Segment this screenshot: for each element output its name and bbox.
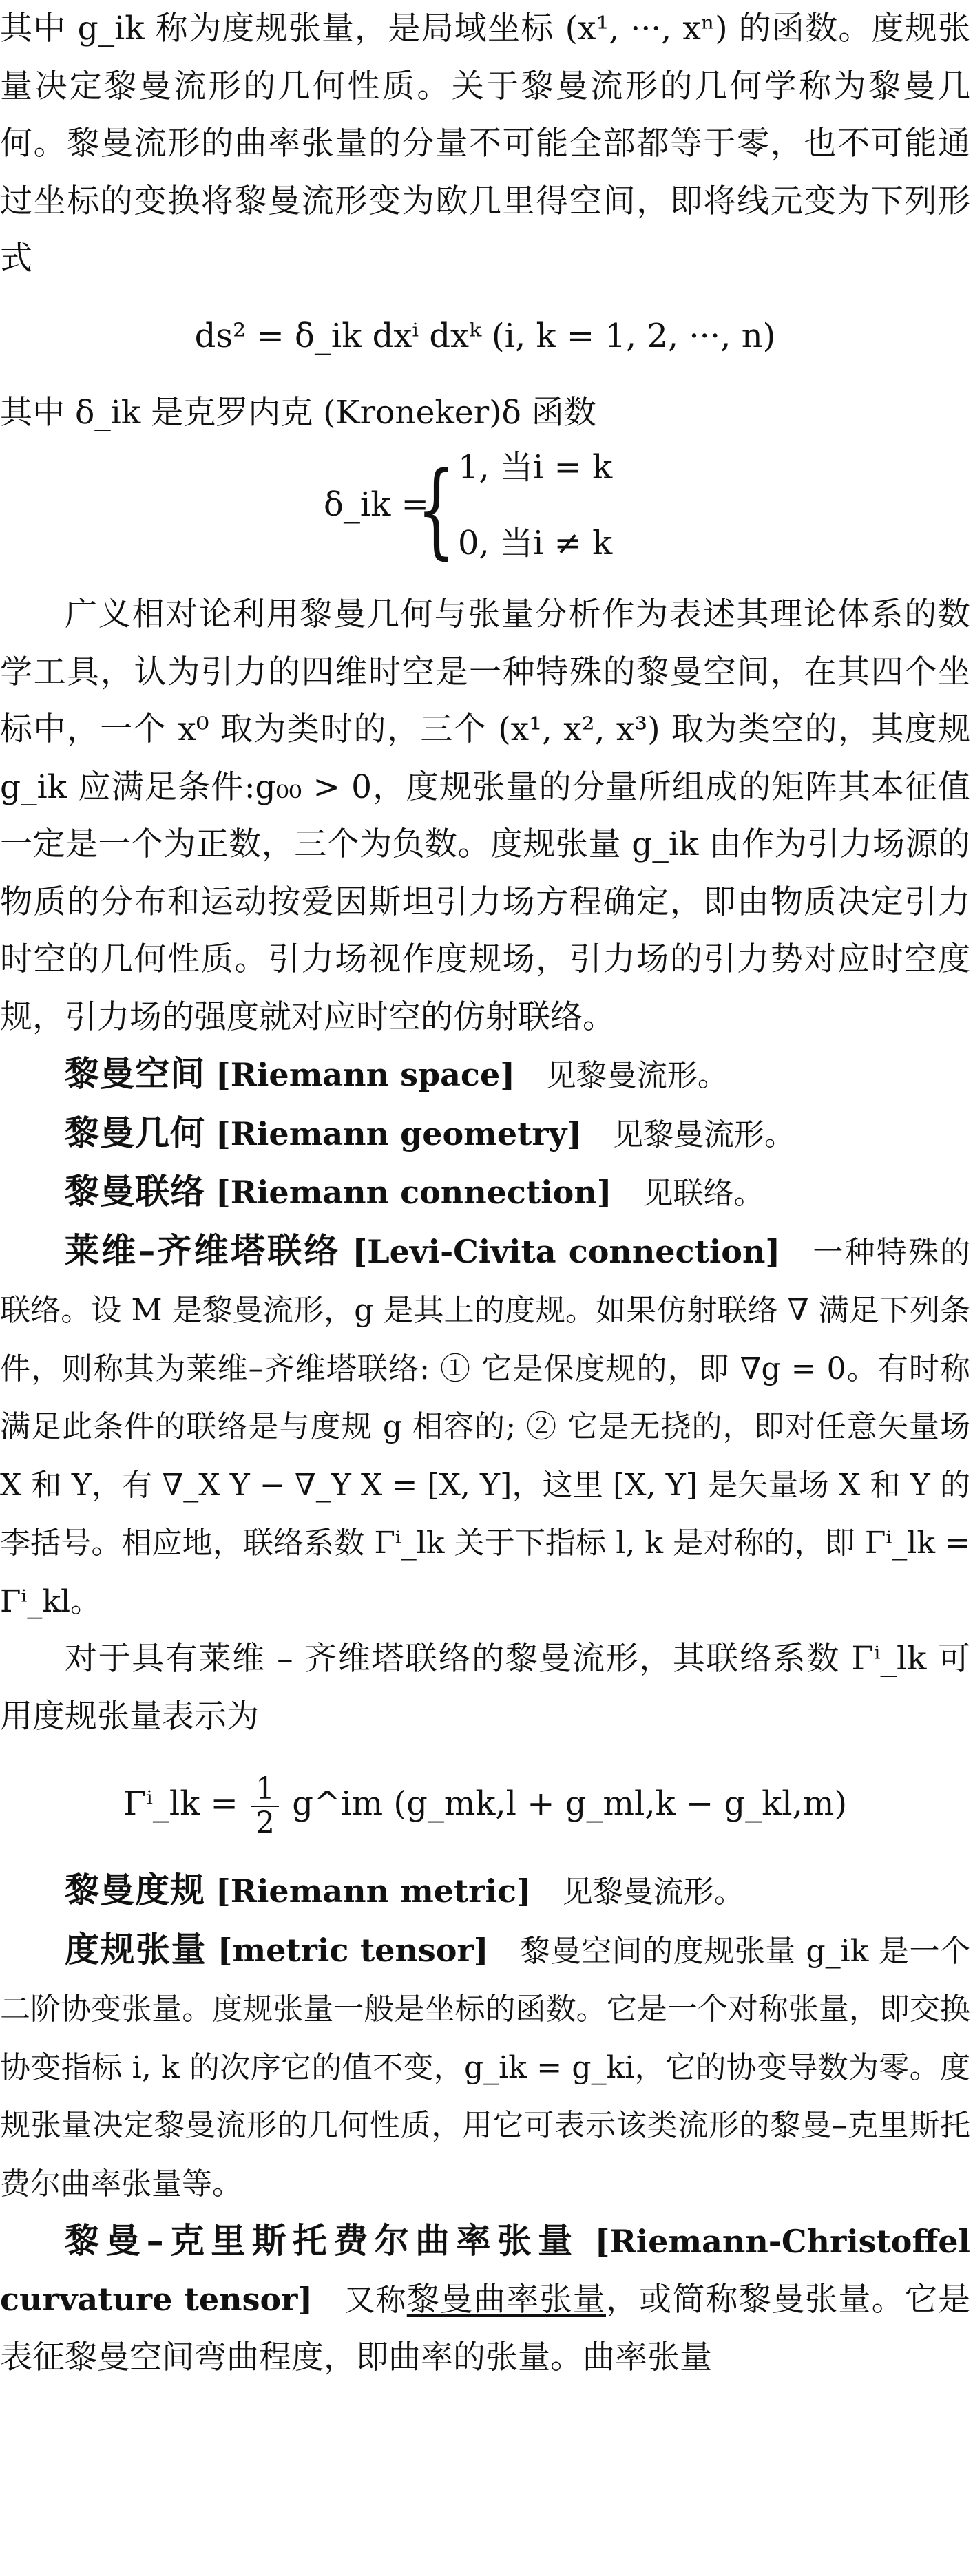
entry-headword: 黎曼几何 xyxy=(65,1112,205,1153)
entry-headword: 黎曼联络 xyxy=(65,1172,205,1212)
entry-english-term: [metric tensor] xyxy=(217,1931,489,1969)
fraction-one-half xyxy=(251,1773,279,1840)
entry-english-term: [Riemann geometry] xyxy=(215,1115,583,1152)
entry-headword: 度规张量 xyxy=(65,1929,207,1970)
entry-cross-reference: 见黎曼流形。 xyxy=(545,1058,728,1093)
entry-riemann-geometry xyxy=(0,1105,970,1164)
entry-cross-reference: 见联络。 xyxy=(642,1176,764,1211)
entry-headword: 黎曼–克里斯托费尔曲率张量 xyxy=(65,2221,579,2261)
entry-riemann-space xyxy=(0,1046,970,1105)
paragraph-kronecker: 其中 δ_ik 是克罗内克 (Kroneker)δ 函数 xyxy=(0,393,596,432)
entry-headword: 莱维–齐维塔联络 xyxy=(65,1230,341,1271)
entry-riemann-christoffel-tensor xyxy=(0,2213,970,2387)
entry-english-term: [Levi-Civita connection] xyxy=(352,1232,781,1270)
kronecker-case-not-equal: 0, 当i ≠ k xyxy=(458,524,613,562)
paragraph-connection-coefficients: 对于具有莱维 – 齐维塔联络的黎曼流形，其联络系数 Γⁱ_lk 可用度规张量表示为 xyxy=(0,1640,970,1735)
entry-english-term: [Riemann connection] xyxy=(215,1174,612,1211)
paragraph-metric-tensor-intro: 其中 g_ik 称为度规张量，是局域坐标 (x¹, ···, xⁿ) 的函数。度规张量决定黎曼流形的几何性质。关于黎曼流形的几何学称为黎曼几何。黎曼流形的曲率张量的分量不可能全部都等于零，也不可能通过坐标的变换将黎曼流形变为欧几里得空间，即将线元变为下列形式 xyxy=(0,10,970,277)
equation-kronecker-delta xyxy=(0,441,970,586)
entry-definition-rest: ，或简称黎曼张量。它是表征黎曼空间弯曲程度，即曲率的张量。曲率张量 xyxy=(0,2280,970,2376)
fraction-numerator: 1 xyxy=(251,1773,279,1807)
paragraph-general-relativity: 广义相对论利用黎曼几何与张量分析作为表述其理论体系的数学工具，认为引力的四维时空是一种特殊的黎曼空间，在其四个坐标中，一个 x⁰ 取为类时的，三个 (x¹, x², x³) 取为类空的，其度规 g_ik 应满足条件:g₀₀ > 0，度规张量的分量所组成的矩阵其本征值一定是一个为正数，三个为负数。度规张量 g_ik 由作为引力场源的物质的分布和运动按爱因斯坦引力场方程确定，即由物质决定引力时空的几何性质。引力场视作度规场，引力场的引力势对应时空度规，引力场的强度就对应时空的仿射联络。 xyxy=(0,595,970,1036)
entry-headword: 黎曼空间 xyxy=(65,1054,205,1094)
entry-english-term: [Riemann metric] xyxy=(215,1872,532,1910)
entry-definition: 一种特殊的联络。设 M 是黎曼流形，g 是其上的度规。如果仿射联络 ∇ 满足下列条件，则称其为莱维–齐维塔联络: ① 它是保度规的，即 ∇g = 0。有时称满足此条件的联络是与度规 g 相容的; ② 它是无挠的，即对任意矢量场 X 和 Y，有 ∇_X Y − ∇_Y X = [X, Y]，这里 [X, Y] 是矢量场 X 和 Y 的李括号。相应地，联络系数 Γⁱ_lk 关于下指标 l, k 是对称的，即 Γⁱ_lk = Γⁱ_kl。 xyxy=(0,1234,971,1619)
kronecker-case-equal: 1, 当i = k xyxy=(458,448,613,487)
entry-riemann-metric xyxy=(0,1862,970,1921)
equation-line-element: ds² = δ_ik dxⁱ dxᵏ (i, k = 1, 2, ···, n) xyxy=(194,316,776,355)
entry-headword: 黎曼度规 xyxy=(65,1870,205,1910)
entry-alias-underlined: 黎曼曲率张量 xyxy=(406,2280,606,2319)
entry-riemann-connection xyxy=(0,1163,970,1223)
entry-metric-tensor xyxy=(0,1921,970,2213)
entry-definition-prefix: 又称 xyxy=(344,2282,407,2318)
entry-english-term: [Riemann-Christoffel curvature tensor] xyxy=(0,2223,970,2318)
entry-cross-reference: 见黎曼流形。 xyxy=(613,1117,795,1152)
entry-english-term: [Riemann space] xyxy=(215,1056,515,1093)
entry-definition: 黎曼空间的度规张量 g_ik 是一个二阶协变张量。度规张量一般是坐标的函数。它是一个对称张量，即交换协变指标 i, k 的次序它的值不变，g_ik = g_ki，它的协变导数为零。度规张量决定黎曼流形的几何性质，用它可表示该类流形的黎曼–克里斯托费尔曲率张量等。 xyxy=(0,1933,970,2202)
entry-cross-reference: 见黎曼流形。 xyxy=(562,1875,744,1910)
christoffel-rhs: g^im (g_mk,l + g_ml,k − g_kl,m) xyxy=(292,1784,848,1823)
christoffel-lhs: Γⁱ_lk = xyxy=(123,1784,238,1823)
left-brace: { xyxy=(417,450,457,570)
equation-christoffel-symbols xyxy=(0,1745,970,1862)
kronecker-lhs: δ_ik = xyxy=(324,485,429,524)
entry-levi-civita-connection xyxy=(0,1223,970,1631)
fraction-denominator: 2 xyxy=(255,1805,275,1841)
